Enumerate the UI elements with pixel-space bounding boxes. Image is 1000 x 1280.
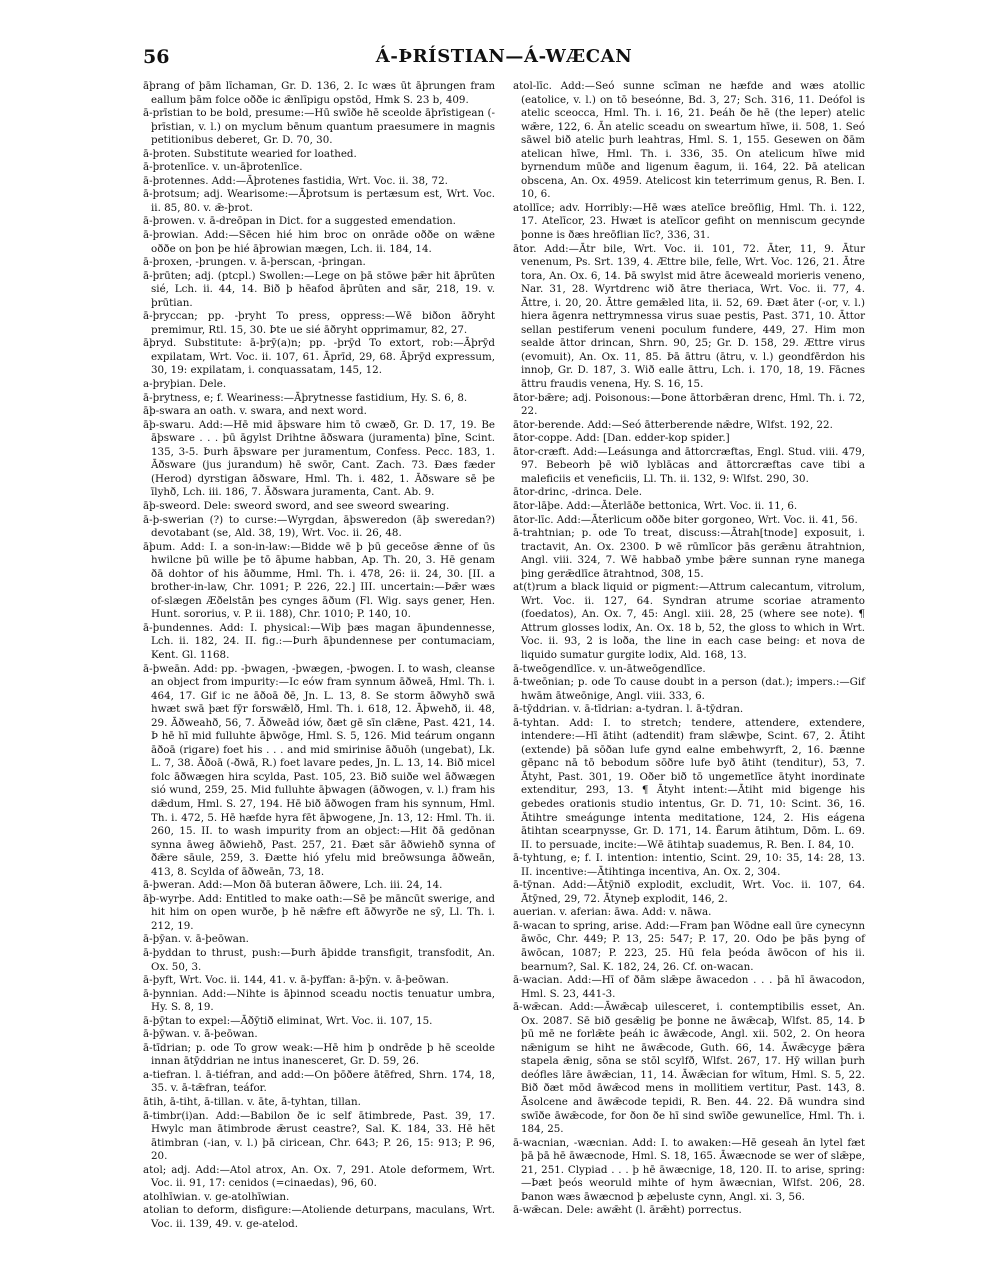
dictionary-entry: ā-wacnian, -wæcnian. Add: I. to awaken:—Hē geseah ān lytel fæt þā þā hē āwæcnode, Hml. S. 18, 165. Āwæcnode se wer of slǣpe, 21, 251. Clypiad . . . þ hē āwæcnige, 18, 120. II. to arise, spring:—Þæt þeós weoruld mihte of hym āwæcnian, Wlfst. 206, 28. Þanon wæs āwæcnod þ æþeluste cynn, Angl. xi. 3, 56. (513, 1136, 865, 1203)
dictionary-entry: āþ-sweord. Dele: sweord sword, and see sweord swearing. (143, 499, 450, 512)
dictionary-entry: ā-þweran. Add:—Mon ðā buteran āðwere, Lch. iii. 24, 14. (143, 879, 443, 892)
dictionary-entry: ā-tīdrian; p. ode To grow weak:—Hē him þ ondrēde þ hē sceolde innan ātȳddrian ne intus inanesceret, Gr. D. 59, 26. (143, 1041, 495, 1068)
left-column (143, 80, 495, 1230)
page-header (143, 46, 865, 76)
dictionary-entry: ātor-drinc, -drinca. Dele. (513, 486, 643, 499)
running-head: Á-ÞRÍSTIAN—Á-WÆCAN (375, 46, 633, 67)
dictionary-entry: ā-þroten. Substitute wearied for loathed. (143, 147, 357, 160)
dictionary-entry: ātor-līc. Add:—Āterlicum oððe biter gorgoneo, Wrt. Voc. ii. 41, 56. (513, 513, 858, 526)
dictionary-entry: ā-þundennes. Add: I. physical:—Wiþ þæs magan āþundennesse, Lch. ii. 182, 24. II. fig.:—Þurh āþundennese per contumaciam, Kent. Gl. 1168. (143, 621, 495, 661)
right-column (513, 80, 865, 1217)
dictionary-entry: ā-þrytness, e; f. Weariness:—Āþrytnesse fastidium, Hy. S. 6, 8. (143, 391, 468, 404)
dictionary-entry: a-tiefran. l. ā-tiéfran, and add:—On þōðere ātēfred, Shrn. 174, 18, 35. v. ā-tǣfran, teáfor. (143, 1068, 495, 1095)
dictionary-entry: atolhīwian. v. ge-atolhīwian. (143, 1190, 290, 1203)
dictionary-entry: ā-þrotsum; adj. Wearisome:—Āþrotsum is pertæsum est, Wrt. Voc. ii. 85, 80. v. ǣ-þrot. (143, 188, 495, 214)
dictionary-entry: ātor-berende. Add:—Seó ātterberende nǣdre, Wlfst. 192, 22. (513, 418, 833, 431)
dictionary-entry: ātor-lāþe. Add:—Āterlāðe bettonica, Wrt. Voc. ii. 11, 6. (513, 499, 798, 512)
dictionary-entry: ā-trahtnian; p. ode To treat, discuss:—Ātrah[tnode] exposuit, i. tractavit, An. Ox. 2300. Þ wē rūmlīcor þās gerǣnu ātrahtnion, Angl. viii. 324, 7. Wē habbað ymbe þǣre sunnan ryne manega þing gerǣdlīce ātrahtnod, 308, 15. (513, 527, 865, 580)
dictionary-entry: ātor-bǣre; adj. Poisonous:—Þone āttorbǣran drenc, Hml. Th. i. 72, 22. (513, 391, 865, 418)
dictionary-entry: ā-þyddan to thrust, push:—Þurh āþidde transfigit, transfodit, An. Ox. 50, 3. (143, 947, 495, 973)
dictionary-entry: at(t)rum a black liquid or pigment:—Attrum calecantum, vitrolum, Wrt. Voc. ii. 127, 64. Syndran atrume scoriae atramento (foedatos), An. Ox. 7, 45: Angl. xiii. 28, 25 (where see note). ¶ Attrum glosses lodix, An. Ox. 18 b, 52, the gloss to which in Wrt. Voc. ii. 93, 2 is loða, the line in each case being: et nova de liquido sumatur gurgite lodix, Ald. 168, 13. (513, 581, 865, 661)
dictionary-entry: ā-þrotennes. Add:—Āþrotenes fastidia, Wrt. Voc. ii. 38, 72. (143, 174, 448, 187)
dictionary-entry: āþ-swara an oath. v. swara, and next word. (143, 405, 367, 418)
dictionary-entry: ā-prīstian to be bold, presume:—Hū swīðe hē sceolde āþrīstigean (-þrīstian, v. l.) on myclum bēnum quantum praesumere in magnis petitionibus deberet, Gr. D. 70, 30. (143, 107, 495, 147)
dictionary-entry: ā-þȳwan. v. ā-þeōwan. (143, 1028, 258, 1041)
dictionary-entry: ā-wacan to spring, arise. Add:—Fram þan Wōdne eall ūre cynecynn āwōc, Chr. 449; P. 13, 25: 547; P. 17, 20. Odo þe þās þyng of āwōcan, 1087; P. 223, 25. Hū fela þeóda āwōcon of his ii. bearnum?, Sal. K. 182, 24, 26. Cf. on-wacan. (513, 919, 865, 973)
dictionary-entry: ā-þyft, Wrt. Voc. ii. 144, 41. v. ā-þyffan: ā-þȳn. v. ā-þeōwan. (143, 974, 449, 987)
dictionary-entry: ātor-coppe. Add: [Dan. edder-kop spider.] (513, 432, 730, 445)
dictionary-entry: a-þryþian. Dele. (143, 378, 227, 391)
dictionary-entry: ā-þ-swerian (?) to curse:—Wyrgdan, āþsweredon (āþ sweredan?) devotabant (se, Ald. 38, 19), Wrt. Voc. ii. 26, 48. (143, 513, 495, 540)
dictionary-entry: ā-tyhtung, e; f. I. intention: intentio, Scint. 29, 10: 35, 14: 28, 13. II. incentive:—Ātihtinga incentiva, An. Ox. 2, 304. (513, 852, 865, 878)
dictionary-entry: ā-tȳnan. Add:—Ātȳnið explodit, excludit, Wrt. Voc. ii. 107, 64. Ātȳned, 29, 72. Ātyneþ explodit, 146, 2. (513, 879, 865, 905)
dictionary-entry: āþryd. Substitute: ā-þrȳ(a)n; pp. -þrȳd To extort, rob:—Āþrȳd expilatam, Wrt. Voc. ii. 107, 61. Āprīd, 29, 68. Āþrȳd expressum, 30, 19: expilatam, i. conquassatam, 145, 12. (143, 337, 495, 377)
dictionary-entry: atol; adj. Add:—Atol atrox, An. Ox. 7, 291. Atole deformem, Wrt. Voc. ii. 91, 17: cenidos (=cinaedas), 96, 60. (143, 1163, 495, 1190)
dictionary-entry: ā-tweōnian; p. ode To cause doubt in a person (dat.); impers.:—Gif hwām ātweōnige, Angl. viii. 333, 6. (513, 676, 865, 702)
dictionary-entry: ā-tweōgendlīce. v. un-ātweōgendlīce. (513, 662, 706, 675)
dictionary-entry: ā-wǣcan. Add:—Āwǣcaþ uilesceret, i. contemptibilis esset, An. Ox. 2087. Sē bið gesǣlig þe þonne ne āwǣcaþ, Wlfst. 85, 14. Þ þū mē ne forlǣte þeáh ic āwǣcode, Angl. xii. 502, 2. On heora nǣnigum se hiht ne āwǣcode, Guth. 66, 14. Āwǣcyge þǣra stapela ǣnig, sōna se stōl scylfð, Wlfst. 267, 17. Hȳ willan þurh deófles lāre āwǣcian, 11, 14. Āwǣcian for wītum, Hml. S. 5, 22. Bið ðæt mōd āwǣcod mens in mollitiem vertitur, Past. 143, 8. Āsolcene and āwǣcode tepidi, R. Ben. 44. 22. Ðā wundra sind swīðe āwǣcode, for ðon ðe hī sind swīðe gewunelīce, Hml. Th. i. 184, 25. (513, 1001, 865, 1136)
dictionary-entry: ā-þryccan; pp. -þryht To press, oppress:—Wē biðon āðryht premimur, Rtl. 15, 30. Þte ue sié āðryht opprimamur, 82, 27. (143, 310, 495, 336)
dictionary-entry: āþ-wyrþe. Add: Entitled to make oath:—Sē þe māncūt swerige, and hit him on open wurðe, þ hē nǣfre eft āðwyrðe ne sȳ, Ll. Th. i. 212, 19. (143, 892, 495, 932)
dictionary-entry: ā-tȳddrian. v. ā-tīdrian: a-tydran. l. ā-tȳdran. (513, 703, 744, 716)
dictionary-entry: ā-þrotenlīce. v. un-āþrotenlīce. (143, 161, 303, 174)
dictionary-entry: ā-þynnian. Add:—Nihte is āþinnod sceadu noctis tenuatur umbra, Hy. S. 8, 19. (143, 987, 495, 1014)
dictionary-entry: ā-þrūten; adj. (ptcpl.) Swollen:—Lege on þā stōwe þǣr hit āþrūten sié, Lch. ii. 44, 14. Bið þ hēafod āþrūten and sār, 218, 19. v. þrūtian. (143, 269, 495, 309)
dictionary-entry: ā-þroxen, -þrungen. v. ā-þerscan, -þringan. (143, 256, 366, 269)
dictionary-entry: auerian. v. aferian: āwa. Add: v. nāwa. (513, 906, 712, 919)
dictionary-entry: ā-timbr(i)an. Add:—Babilon ðe ic self ātimbrede, Past. 39, 17. Hwylc man ātimbrode ǣrust ceastre?, Sal. K. 184, 33. Hē hēt ātimbran (-ian, v. l.) þā ciricean, Chr. 643; P. 26, 15: 913; P. 96, 20. (143, 1109, 495, 1163)
dictionary-entry: āþ-swaru. Add:—Hē mid āþsware him tō cwæð, Gr. D. 17, 19. Be āþsware . . . þū āgylst Drihtne āðswara (juramenta) þīne, Scint. 135, 3-5. Þurh āþsware per juramentum, Confess. Pecc. 183, 1. Āðsware (jus jurandum) hē swōr, Cant. Zach. 73. Ðæs fæder (Herod) dyrstigan āðsware, Hml. Th. i. 482, 1. Āðsware sē þe īlyhð, Lch. iii. 186, 7. Āðswara juramenta, Cant. Ab. 9. (143, 418, 495, 499)
dictionary-entry: ā-tyhtan. Add: I. to stretch; tendere, attendere, extendere, intendere:—Hī ātiht (adtendit) fram slǣwþe, Scint. 67, 2. Ātiht (extende) þā sōðan lufe gynd ealne embehwyrft, 2, 16. Þænne gēpanc nā tō bebodum sōðre lufe byð ātiht (tenditur), 53, 7. Ātyht, Past. 301, 19. Oðer bið tō ungemetlīce ātyht inordinate extenditur, 293, 13. ¶ Ātyht intent:—Ātiht mid bigenge his gebedes orationis studio intentus, Gr. D. 71, 10: Scint. 36, 16. Ātihtre smeágunge intenta meditatione, 124, 2. His eágena ātihtan scearpnysse, Gr. D. 171, 14. Ēarum ātihtum, Dōm. L. 69. II. to persuade, incite:—Wē ātihtaþ suademus, R. Ben. I. 84, 10. (513, 716, 865, 851)
text-columns (143, 80, 865, 1230)
dictionary-entry: atol-līc. Add:—Seó sunne scīman ne hæfde and wæs atollic (eatolice, v. l.) on tō beseónne, Bd. 3, 27; Sch. 316, 11. Deófol is atelic sceocca, Hml. Th. i. 16, 21. Þeáh ðe hē (the leper) atelic wǣre, 122, 6. Ān atelic sceadu on sweartum hīwe, ii. 508, 1. Seó sāwel bið atelic þurh leahtras, Hml. S. 1, 155. Gesewen on ðām atelican hīwe, Hml. Th. i. 336, 35. On atelicum hīwe mid byrnendum mūðe and ligenum ēagum, ii. 164, 22. Þā atelican obscena, An. Ox. 4959. Atelicost kin teterrimum genus, R. Ben. I. 10, 6. (513, 80, 865, 201)
dictionary-entry: ā-þrowen. v. ā-dreōpan in Dict. for a suggested emendation. (143, 215, 456, 228)
dictionary-entry: āþum. Add: I. a son-in-law:—Bidde wē þ þū geceōse ǣnne of ūs hwilcne þū wille þe tō āþume habban, Ap. Th. 20, 3. Hē genam ðā dohtor of his āðumme, Hml. Th. i. 478, 26: ii. 24, 30. [II. a brother-in-law, Chr. 1091; P. 226, 22.] III. uncertain:—Þǣr wæs of-slægen Æðelstān þes cynges āðum (Fl. Wig. says gener, Hen. Hunt. sororius, v. P. ii. 188), Chr. 1010; P. 140, 10. (143, 540, 495, 621)
dictionary-entry: ā-þȳan. v. ā-þeōwan. (143, 933, 249, 946)
dictionary-entry: ā-þweān. Add: pp. -þwagen, -þwægen, -þwogen. I. to wash, cleanse an object from impurity:—Ic eów fram synnum āðweā, Hml. Th. i. 464, 17. Gif ic ne āðoā ðē, Jn. L. 13, 8. Se storm āðwyhð swā hwæt swā þæt fȳr forswǣlð, Hml. Th. i. 618, 12. Āþwehð, ii. 48, 29. Āðweahð, 56, 7. Āðweād iów, ðæt gē sīn clǣne, Past. 421, 14. Þ hē hī mid fulluhte āþwōge, Hml. S. 5, 126. Mid teárum ongann āðoā (rigare) foet his . . . and mid smirinise āðuōh (ungebat), Lk. L. 7, 38. Āðoā (-ðwā, R.) foet lavare pedes, Jn. L. 13, 14. Bið micel folc āðwægen hira scylda, Past. 105, 23. Bið suiðe wel āðwægen sió wund, 259, 25. Mid fulluhte āþwagen (āðwogen, v. l.) fram his dǣdum, Hml. S. 27, 194. Hē bið āðwogen fram his synnum, Hml. Th. i. 472, 5. Hē hæfde hyra fēt āþwogene, Jn. 13, 12: Hml. Th. ii. 260, 15. II. to wash impurity from an object:—Hit ðā gedōnan synna āweg āðwiehð, Past. 257, 21. Ðæt sār āðwiehð synna of ðǣre sāule, 259, 3. Ðætte hió yfelu mid breōwsunga āðweān, 413, 8. Scylda of āðweān, 73, 18. (143, 662, 495, 878)
dictionary-entry: ā-þrowian. Add:—Sēcen hié him broc on onrāde oððe on wǣne oððe on þon þe hié āþrowian mægen, Lch. ii. 184, 14. (143, 229, 495, 255)
dictionary-entry: ā-wacian. Add:—Hī of ðām slǣpe āwacedon . . . þā hī āwacodon, Hml. S. 23, 441-3. (513, 974, 865, 1000)
dictionary-entry: ātor. Add:—Ātr bile, Wrt. Voc. ii. 101, 72. Āter, 11, 9. Ātur venenum, Ps. Srt. 139, 4. Ættre bile, felle, Wrt. Voc. 126, 21. Ātre tora, An. Ox. 6, 14. Þā swylst mid ātre āceweald morieris veneno, Nar. 31, 28. Wyrtdrenc wið ātre theriaca, Wrt. Voc. ii. 77, 4. Āttre, i. 20, 20. Āttre gemǣled lita, ii. 52, 69. Ðæt āter (-or, v. l.) hiera āgenra nettrymnessa virus suae pestis, Past. 371, 10. Āttor sellan pestiferum veneni poculum fundere, 449, 27. Him mon sealde āttor drincan, Shrn. 90, 25; Gr. D. 158, 29. Ættre virus (evomuit), An. Ox. 11, 85. Þā āttru (ātru, v. l.) geondfērdon his innoþ, Gr. D. 187, 3. Wið ealle āttru, Lch. i. 170, 18, 19. Fācnes āttru fraudis venena, Hy. S. 16, 15. (513, 242, 865, 391)
dictionary-entry: atolian to deform, disfigure:—Atoliende deturpans, maculans, Wrt. Voc. ii. 139, 49. v. ge-atelod. (143, 1204, 495, 1230)
dictionary-entry: atollīce; adv. Horribly:—Hē wæs atelīce breōflig, Hml. Th. i. 122, 17. Atelīcor, 23. Hwæt is atelīcor gefiht on menniscum gecynde þonne is ðæs hreōflian līc?, 336, 31. (513, 201, 865, 242)
dictionary-entry: ātih, ā-tiht, ā-tillan. v. āte, ā-tyhtan, tillan. (143, 1096, 361, 1109)
dictionary-entry: ā-þȳtan to expel:—Āðȳtið eliminat, Wrt. Voc. ii. 107, 15. (143, 1014, 433, 1027)
dictionary-entry: ātor-cræft. Add:—Leásunga and āttorcræftas, Engl. Stud. viii. 479, 97. Bebeorh þē wið lyblācas and āttorcræftas cave tibi a maleficiis et veneficiis, Ll. Th. ii. 132, 9: Wlfst. 290, 30. (513, 445, 865, 485)
dictionary-entry: āþrang of þām līchaman, Gr. D. 136, 2. Ic wæs ūt āþrungen fram eallum þām folce oððe ic ǣnlīpigu opstōd, Hmk S. 23 b, 409. (143, 80, 495, 106)
dictionary-entry: ā-wǣcan. Dele: awǣht (l. ārǣht) porrectus. (513, 1204, 742, 1217)
page-number: 56 (143, 46, 170, 68)
